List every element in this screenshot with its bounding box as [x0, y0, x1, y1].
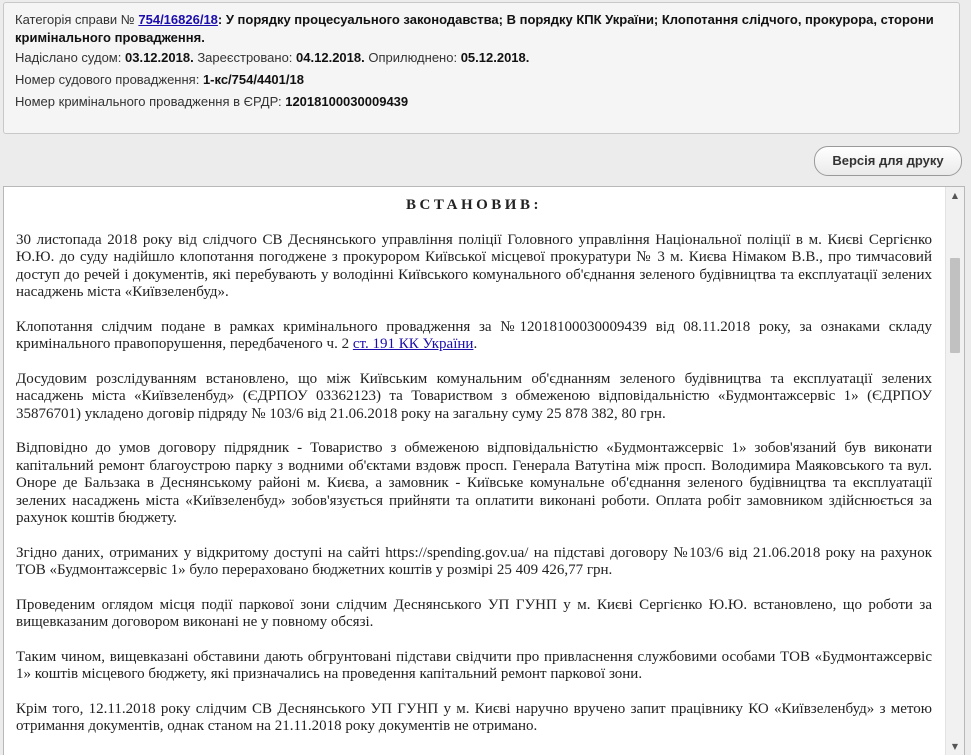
document-title: ВСТАНОВИВ: [406, 197, 542, 213]
court-case-number: 1-кс/754/4401/18 [202, 72, 304, 87]
paragraph-4: Відповідно до умов договору підрядник - Товариство з обмеженою відповідальністю «Будмонтажсервіс 1» зобов'язаний був виконати капітальний ремонт благоустрою парку з водними об'єктами вздовж просп. Генерала Ватутіна між просп. Володимира Маяковського та вул. Оноре де Бальзака в Деснянському районі м. Києва, а замовник - Київське комунальне об'єднання зеленого будівництва та експлуатації зелених насаджень міста «Київзеленбуд» зобов'язується прийняти та оплатити виконані роботи. Оплата робіт замовником здійснюється за рахунок коштів бюджету. [16, 440, 932, 526]
scroll-up-arrow-icon[interactable]: ▲ [951, 191, 959, 200]
registered-date: 04.12.2018. [296, 50, 365, 65]
sent-label: Надіслано судом: [15, 50, 122, 65]
sent-date: 03.12.2018. [125, 50, 194, 65]
erdr-number: 12018100030009439 [285, 94, 409, 109]
published-label: Оприлюднено: [368, 50, 458, 65]
print-version-button[interactable]: Версія для друку [814, 146, 962, 176]
paragraph-1: 30 листопада 2018 року від слідчого СВ Деснянського управління поліції Головного управління Національної поліції в м. Києві Сергієнко Ю.Ю. до суду надійшло клопотання погоджене з прокурором Київської місцевої прокуратури № 3 м. Києва Німаком В.В., про тимчасовий доступ до речей і документів, які перебувають у володінні Київського комунального об'єднання зеленого будівництва та експлуатації зелених насаджень міста «Київзеленбуд». [16, 231, 932, 300]
paragraph-2-text: Клопотання слідчим подане в рамках кримінального провадження за №12018100030009439 від 08.11.2018 року, за ознаками складу кримінального правопорушення, передбаченого ч. 2 [16, 318, 932, 352]
dates-row [15, 49, 948, 67]
paragraph-2-end: . [473, 336, 478, 352]
scroll-down-arrow-icon[interactable]: ▼ [951, 742, 959, 751]
document-text [4, 187, 944, 753]
paragraph-5: Згідно даних, отриманих у відкритому доступі на сайті https://spending.gov.ua/ на підставі договору №103/6 від 21.06.2018 року на рахунок ТОВ «Будмонтажсервіс 1» було перераховано бюджетних коштів у розмірі 25 409 426,77 грн. [16, 544, 932, 578]
case-category-row [15, 11, 948, 47]
category-text: : У порядку процесуального законодавства; В порядку КПК України; Клопотання слідчого, прокурора, сторони кримінального провадження. [15, 12, 934, 45]
case-number-link[interactable]: 754/16826/18 [138, 12, 218, 27]
vertical-scrollbar[interactable] [945, 187, 964, 755]
paragraph-6: Проведеним оглядом місця події паркової зони слідчим Деснянського УП ГУНП у м. Києві Сергієнко Ю.Ю. встановлено, що роботи за вищевказаним договором виконані не у повному обсязі. [16, 596, 932, 630]
erdr-row [15, 93, 948, 111]
scrollbar-thumb[interactable] [950, 258, 960, 353]
registered-label: Зареєстровано: [197, 50, 293, 65]
document-viewer [3, 186, 965, 755]
erdr-label: Номер кримінального провадження в ЄРДР: [15, 94, 282, 109]
paragraph-8: Крім того, 12.11.2018 року слідчим СВ Деснянського УП ГУНП у м. Києві наручно вручено запит працівнику КО «Київзеленбуд» з метою отримання документів, однак станом на 21.11.2018 року документів не отримано. [16, 700, 932, 734]
paragraph-7: Таким чином, вищевказані обставини дають обгрунтовані підстави свідчити про привласнення службовими особами ТОВ «Будмонтажсервіс 1» коштів місцевого бюджету, які призначались на проведення капітальний ремонт паркової зони. [16, 648, 932, 682]
article-191-link[interactable]: ст. 191 КК України [352, 336, 474, 352]
category-label: Категорія справи № [15, 12, 135, 27]
court-case-label: Номер судового провадження: [15, 72, 200, 87]
case-info-panel [3, 2, 960, 134]
paragraph-2 [16, 319, 932, 354]
court-case-row [15, 71, 948, 89]
published-date: 05.12.2018. [460, 50, 530, 65]
paragraph-3: Досудовим розслідуванням встановлено, що між Київським комунальним об'єднанням зеленого будівництва та експлуатації зелених насаджень міста «Київзеленбуд» (ЄДРПОУ 03362123) та Товариством з обмеженою відповідальністю «Будмонтажсервіс 1» (ЄДРПОУ 35876701) укладено договір підряду № 103/6 від 21.06.2018 року на загальну суму 25 878 382, 80 грн. [16, 370, 932, 422]
